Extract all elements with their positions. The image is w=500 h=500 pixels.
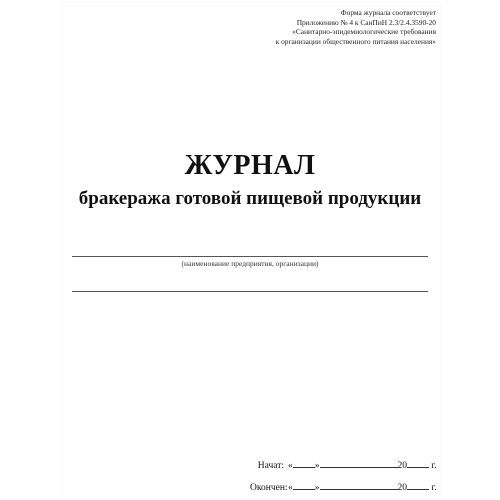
journal-subtitle: бракеража готовой пищевой продукции	[78, 188, 422, 209]
year-suffix: г.	[431, 483, 437, 493]
close-quote: »	[314, 461, 320, 471]
start-day-blank	[293, 459, 315, 468]
close-quote: »	[314, 483, 320, 493]
end-day-blank	[293, 481, 315, 490]
end-date-row	[250, 481, 437, 493]
open-quote: «	[288, 461, 293, 471]
compliance-note	[196, 8, 436, 47]
journal-title: ЖУРНАЛ	[184, 150, 316, 181]
century: 20	[397, 461, 407, 471]
start-month-blank	[320, 459, 398, 468]
year-suffix: г.	[431, 461, 437, 471]
organization-name-line	[72, 256, 428, 257]
start-date-label: Начат:	[257, 461, 284, 471]
century: 20	[397, 483, 407, 493]
compliance-line-2: Приложению № 4 к СанПиН 2.3/2.4.3590-20	[296, 17, 436, 27]
start-date-row	[250, 459, 437, 471]
end-year-blank	[407, 481, 429, 490]
journal-cover	[62, 2, 440, 498]
start-year-blank	[407, 459, 429, 468]
end-date-label: Окончен:	[250, 483, 288, 493]
organization-caption: (наименование предприятия, организации)	[181, 259, 319, 268]
compliance-line-3: «Санитарно-эпидемиологические требования	[292, 27, 436, 37]
open-quote: «	[288, 483, 293, 493]
compliance-line-1: Форма журнала соответствует	[340, 8, 436, 17]
end-month-blank	[320, 481, 398, 490]
organization-name-line-2	[72, 291, 428, 292]
compliance-line-4: к организации общественного питания населения»	[275, 37, 436, 47]
